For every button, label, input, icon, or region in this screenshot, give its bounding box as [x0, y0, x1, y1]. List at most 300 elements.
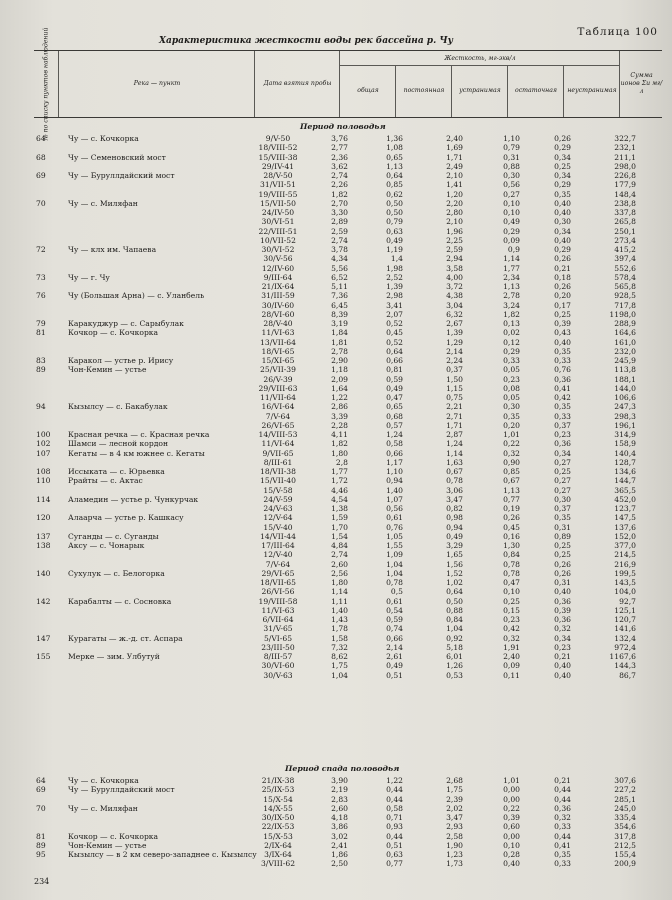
- hardness-total: 1,59: [331, 513, 348, 523]
- table-row: [0, 134, 672, 143]
- sample-date: 26/VI-56: [261, 587, 295, 597]
- hardness-removable: 5,18: [446, 642, 463, 652]
- hardness-nonremovable: 0,25: [554, 309, 571, 319]
- hardness-residual: 0,23: [503, 615, 520, 624]
- hardness-constant: 0,66: [386, 633, 403, 643]
- sample-date: 28/V-40: [263, 319, 293, 328]
- hardness-constant: 0,63: [386, 850, 403, 859]
- hardness-nonremovable: 0,37: [554, 420, 571, 430]
- hardness-nonremovable: 0,27: [554, 485, 571, 495]
- sample-date: 7/V-64: [265, 559, 291, 569]
- hardness-residual: 0,35: [503, 411, 520, 421]
- hardness-total: 2,41: [331, 840, 348, 850]
- hardness-residual: 0,33: [503, 356, 520, 365]
- page-number: 234: [34, 877, 50, 886]
- station-number: 140: [36, 568, 51, 578]
- river-point: Кызылсу — в 2 км северо-западнее с. Кызылсу: [68, 850, 257, 859]
- hardness-removable: 4,38: [446, 291, 463, 301]
- table-row: [0, 532, 672, 541]
- hardness-residual: 0,49: [503, 217, 520, 227]
- hardness-constant: 0,58: [386, 803, 403, 813]
- sample-date: 30/VI-60: [261, 661, 295, 671]
- hardness-nonremovable: 0,41: [554, 840, 571, 850]
- hardness-constant: 2,14: [386, 642, 403, 652]
- ion-sum: 397,4: [614, 254, 636, 264]
- hardness-nonremovable: 0,35: [554, 346, 571, 356]
- table-row: [0, 822, 672, 831]
- table-row: [0, 319, 672, 328]
- sample-date: 14/VII-44: [260, 531, 296, 541]
- section-title: Период половодья: [300, 122, 386, 131]
- ion-sum: 214,5: [614, 550, 636, 560]
- hardness-nonremovable: 0,44: [554, 831, 571, 841]
- sample-date: 21/IX-38: [261, 776, 295, 785]
- ion-sum: 106,6: [614, 393, 636, 402]
- station-number: 69: [36, 785, 46, 795]
- hardness-removable: 2,02: [446, 803, 463, 813]
- ion-sum: 317,8: [614, 831, 636, 841]
- hardness-removable: 2,25: [446, 235, 463, 245]
- table-row: [0, 813, 672, 822]
- sample-date: 30/VI-52: [261, 245, 295, 254]
- hardness-residual: 0,30: [503, 402, 520, 412]
- table-row: [0, 587, 672, 596]
- hardness-residual: 0,00: [503, 794, 520, 804]
- hardness-constant: 0,5: [390, 587, 403, 597]
- hardness-removable: 1,65: [446, 550, 463, 560]
- ion-sum: 134,6: [614, 467, 636, 476]
- table-row: [0, 495, 672, 504]
- station-number: 102: [36, 439, 51, 449]
- hardness-constant: 1,24: [386, 430, 403, 439]
- hardness-total: 3,39: [331, 411, 348, 421]
- table-row: [0, 412, 672, 421]
- hardness-nonremovable: 0,42: [554, 393, 571, 402]
- station-number: 64: [36, 776, 46, 785]
- hardness-nonremovable: 0,36: [554, 374, 571, 384]
- table-row: [0, 795, 672, 804]
- sample-date: 12/IV-60: [261, 263, 295, 273]
- hardness-constant: 0,44: [386, 794, 403, 804]
- hardness-nonremovable: 0,21: [554, 776, 571, 785]
- ion-sum: 143,5: [614, 578, 636, 587]
- sample-date: 6/VII-64: [262, 615, 294, 624]
- table-row: [0, 208, 672, 217]
- ion-sum: 141,6: [614, 624, 636, 634]
- hardness-constant: 1,04: [386, 568, 403, 578]
- hardness-constant: 0,59: [386, 615, 403, 624]
- table-row: [0, 804, 672, 813]
- table-row: [0, 550, 672, 559]
- hardness-constant: 0,65: [386, 402, 403, 412]
- hardness-constant: 0,76: [386, 522, 403, 532]
- hardness-total: 2,77: [331, 143, 348, 153]
- ion-sum: 177,9: [614, 180, 636, 190]
- sample-date: 14/VIII-53: [258, 430, 298, 439]
- hardness-constant: 0,56: [386, 504, 403, 513]
- hardness-nonremovable: 0,30: [554, 494, 571, 504]
- table-row: [0, 393, 672, 402]
- ion-sum: 972,4: [614, 642, 636, 652]
- hardness-total: 2,74: [331, 235, 348, 245]
- hardness-nonremovable: 0,23: [554, 642, 571, 652]
- sample-date: 12/V-40: [263, 550, 293, 560]
- sample-date: 15/X-54: [263, 794, 293, 804]
- hardness-constant: 1,05: [386, 531, 403, 541]
- hardness-residual: 0,05: [503, 365, 520, 375]
- river-point: Кочкор — с. Кочкорка: [68, 328, 159, 338]
- ion-sum: 216,9: [614, 559, 636, 569]
- ion-sum: 161,0: [614, 337, 636, 347]
- hardness-total: 3,30: [331, 208, 348, 217]
- hardness-residual: 0,67: [503, 476, 520, 486]
- hardness-constant: 0,47: [386, 393, 403, 402]
- ion-sum: 227,2: [614, 785, 636, 795]
- table-row: [0, 236, 672, 245]
- station-number: 68: [36, 152, 46, 162]
- hardness-constant: 0,59: [386, 374, 403, 384]
- hardness-nonremovable: 0,27: [554, 457, 571, 467]
- sample-date: 31/VII-51: [260, 180, 296, 190]
- hardness-constant: 0,45: [386, 328, 403, 338]
- hardness-total: 1,40: [331, 605, 348, 615]
- sample-date: 11/VII-64: [260, 393, 296, 402]
- hardness-residual: 0,25: [503, 596, 520, 606]
- hardness-nonremovable: 0,20: [554, 291, 571, 301]
- hardness-residual: 0,45: [503, 522, 520, 532]
- station-number: 147: [36, 633, 51, 643]
- hardness-total: 1,86: [331, 850, 348, 859]
- hardness-residual: 1,91: [503, 642, 520, 652]
- ion-sum: 158,9: [614, 439, 636, 449]
- hardness-nonremovable: 0,30: [554, 217, 571, 227]
- hardness-residual: 0,39: [503, 813, 520, 822]
- hardness-constant: 1,40: [386, 485, 403, 495]
- hardness-removable: 0,64: [446, 587, 463, 597]
- hardness-total: 1,80: [331, 578, 348, 587]
- hardness-constant: 1,36: [386, 134, 403, 143]
- hardness-constant: 1,22: [386, 776, 403, 785]
- header-nonremovable: неустранимая: [563, 65, 620, 117]
- river-point: Чу — с. Миляфан: [68, 198, 138, 208]
- hardness-total: 2,09: [331, 374, 348, 384]
- hardness-total: 3,02: [331, 831, 348, 841]
- hardness-nonremovable: 0,27: [554, 476, 571, 486]
- ion-sum: 245,9: [614, 356, 636, 365]
- ion-sum: 285,1: [614, 794, 636, 804]
- sample-date: 11/VI-64: [261, 439, 295, 449]
- station-number: 137: [36, 531, 51, 541]
- hardness-constant: 0,61: [386, 596, 403, 606]
- hardness-residual: 1,30: [503, 541, 520, 550]
- ion-sum: 144,7: [614, 476, 636, 486]
- station-number: 79: [36, 319, 46, 328]
- table-row: [0, 624, 672, 633]
- table-row: [0, 273, 672, 282]
- hardness-total: 2,26: [331, 180, 348, 190]
- hardness-residual: 2,78: [503, 291, 520, 301]
- hardness-nonremovable: 0,25: [554, 161, 571, 171]
- hardness-nonremovable: 0,40: [554, 670, 571, 680]
- table-row: [0, 328, 672, 337]
- hardness-removable: 3,72: [446, 282, 463, 291]
- table-row: [0, 671, 672, 680]
- hardness-total: 2,83: [331, 794, 348, 804]
- header-total: общая: [339, 65, 396, 117]
- hardness-total: 2,78: [331, 346, 348, 356]
- hardness-removable: 2,24: [446, 356, 463, 365]
- hardness-total: 4,11: [331, 430, 348, 439]
- hardness-residual: 0,42: [503, 624, 520, 634]
- ion-sum: 314,9: [614, 430, 636, 439]
- hardness-residual: 0,00: [503, 831, 520, 841]
- hardness-constant: 0,79: [386, 217, 403, 227]
- hardness-nonremovable: 0,40: [554, 198, 571, 208]
- hardness-total: 1,64: [331, 383, 348, 393]
- hardness-residual: 0,22: [503, 803, 520, 813]
- table-row: [0, 356, 672, 365]
- hardness-nonremovable: 0,26: [554, 134, 571, 143]
- hardness-residual: 0,02: [503, 328, 520, 338]
- hardness-total: 5,56: [331, 263, 348, 273]
- sample-date: 26/VI-65: [261, 420, 295, 430]
- hardness-removable: 2,10: [446, 171, 463, 180]
- hardness-constant: 0,77: [386, 859, 403, 869]
- hardness-nonremovable: 0,23: [554, 430, 571, 439]
- ion-sum: 152,0: [614, 531, 636, 541]
- section-title: Период спада половодья: [285, 764, 400, 773]
- hardness-nonremovable: 0,36: [554, 596, 571, 606]
- hardness-removable: 1,63: [446, 457, 463, 467]
- table-row: [0, 476, 672, 485]
- hardness-residual: 0,22: [503, 439, 520, 449]
- hardness-nonremovable: 0,43: [554, 328, 571, 338]
- table-row: [0, 227, 672, 236]
- hardness-nonremovable: 0,33: [554, 859, 571, 869]
- hardness-residual: 0,77: [503, 494, 520, 504]
- hardness-removable: 0,53: [446, 670, 463, 680]
- table-row: [0, 578, 672, 587]
- hardness-residual: 1,82: [503, 309, 520, 319]
- hardness-residual: 1,01: [503, 430, 520, 439]
- hardness-nonremovable: 0,36: [554, 615, 571, 624]
- hardness-removable: 6,01: [446, 652, 463, 661]
- hardness-constant: 1,10: [386, 467, 403, 476]
- hardness-constant: 0,63: [386, 226, 403, 236]
- hardness-removable: 2,14: [446, 346, 463, 356]
- sample-date: 15/V-58: [263, 485, 293, 495]
- hardness-removable: 1,14: [446, 448, 463, 458]
- hardness-nonremovable: 0,35: [554, 850, 571, 859]
- station-number: 89: [36, 840, 46, 850]
- hardness-removable: 1,26: [446, 661, 463, 671]
- table-row: [0, 541, 672, 550]
- hardness-residual: 0,09: [503, 661, 520, 671]
- hardness-constant: 0,57: [386, 420, 403, 430]
- hardness-constant: 2,61: [386, 652, 403, 661]
- sample-date: 29/VI-65: [261, 568, 295, 578]
- table-row: [0, 661, 672, 670]
- hardness-removable: 3,47: [446, 813, 463, 822]
- hardness-removable: 1,29: [446, 337, 463, 347]
- table-row: [0, 615, 672, 624]
- sample-date: 9/III-64: [263, 272, 293, 282]
- sample-date: 30/V-63: [263, 670, 293, 680]
- hardness-residual: 0,31: [503, 152, 520, 162]
- ion-sum: 104,0: [614, 587, 636, 597]
- hardness-total: 2,8: [335, 457, 348, 467]
- hardness-constant: 1,09: [386, 550, 403, 560]
- hardness-total: 4,84: [331, 541, 348, 550]
- hardness-residual: 0,15: [503, 605, 520, 615]
- sample-date: 2/IX-64: [264, 840, 292, 850]
- table-row: [0, 785, 672, 794]
- hardness-total: 4,54: [331, 494, 348, 504]
- hardness-removable: 4,00: [446, 272, 463, 282]
- table-row: [0, 652, 672, 661]
- hardness-removable: 1,02: [446, 578, 463, 587]
- hardness-removable: 3,47: [446, 494, 463, 504]
- hardness-removable: 1,56: [446, 559, 463, 569]
- ion-sum: 144,3: [614, 661, 636, 671]
- hardness-nonremovable: 0,41: [554, 383, 571, 393]
- sample-date: 17/III-64: [261, 541, 295, 550]
- hardness-total: 3,76: [331, 134, 348, 143]
- sample-date: 24/V-63: [263, 504, 293, 513]
- hardness-removable: 0,37: [446, 365, 463, 375]
- sample-date: 21/IX-64: [261, 282, 295, 291]
- station-number: 81: [36, 831, 46, 841]
- sample-date: 25/VII-39: [260, 365, 296, 375]
- hardness-constant: 2,07: [386, 309, 403, 319]
- hardness-total: 1,04: [331, 670, 348, 680]
- hardness-total: 1,77: [331, 467, 348, 476]
- sample-date: 3/IX-64: [264, 850, 292, 859]
- sample-date: 13/VII-64: [260, 337, 296, 347]
- hardness-constant: 1,39: [386, 282, 403, 291]
- hardness-constant: 1,19: [386, 245, 403, 254]
- hardness-nonremovable: 0,39: [554, 319, 571, 328]
- hardness-residual: 0,10: [503, 587, 520, 597]
- hardness-residual: 2,34: [503, 272, 520, 282]
- hardness-total: 2,90: [331, 356, 348, 365]
- hardness-constant: 0,64: [386, 171, 403, 180]
- table-row: [0, 199, 672, 208]
- hardness-removable: 6,32: [446, 309, 463, 319]
- hardness-residual: 0,09: [503, 235, 520, 245]
- table-row: [0, 523, 672, 532]
- sample-date: 15/X-53: [263, 831, 293, 841]
- ion-sum: 354,6: [614, 822, 636, 832]
- hardness-total: 2,28: [331, 420, 348, 430]
- table-row: [0, 180, 672, 189]
- station-number: 138: [36, 541, 51, 550]
- table-row: [0, 365, 672, 374]
- ion-sum: 298,0: [614, 161, 636, 171]
- sample-date: 30/IX-50: [261, 813, 295, 822]
- river-point: Чон-Кемин — устье: [68, 365, 147, 375]
- station-number: 81: [36, 328, 46, 338]
- sample-date: 8/III-57: [263, 652, 293, 661]
- table-row: [0, 458, 672, 467]
- sample-date: 10/VII-52: [260, 235, 296, 245]
- station-number: 107: [36, 448, 51, 458]
- river-point: Чу — с. Миляфан: [68, 803, 138, 813]
- hardness-constant: 0,62: [386, 189, 403, 199]
- table-row: [0, 245, 672, 254]
- hardness-nonremovable: 0,31: [554, 522, 571, 532]
- ion-sum: 232,0: [614, 346, 636, 356]
- hardness-removable: 0,88: [446, 605, 463, 615]
- river-point: Курагаты — ж.-д. ст. Аспара: [68, 633, 183, 643]
- hardness-removable: 1,71: [446, 420, 463, 430]
- hardness-nonremovable: 0,33: [554, 356, 571, 365]
- hardness-removable: 3,58: [446, 263, 463, 273]
- table-row: [0, 264, 672, 273]
- hardness-removable: 1,41: [446, 180, 463, 190]
- hardness-removable: 1,23: [446, 850, 463, 859]
- river-point: Чу — клх им. Чапаева: [68, 245, 157, 254]
- hardness-nonremovable: 0,21: [554, 652, 571, 661]
- hardness-total: 2,74: [331, 550, 348, 560]
- hardness-constant: 0,74: [386, 624, 403, 634]
- hardness-nonremovable: 0,25: [554, 467, 571, 476]
- hardness-residual: 0,00: [503, 785, 520, 795]
- station-number: 70: [36, 198, 46, 208]
- hardness-total: 4,46: [331, 485, 348, 495]
- header-constant: постоянная: [395, 65, 452, 117]
- station-number: 64: [36, 134, 46, 143]
- hardness-total: 1,54: [331, 531, 348, 541]
- sample-date: 11/VI-63: [261, 605, 295, 615]
- hardness-residual: 0,27: [503, 189, 520, 199]
- table-row: [0, 643, 672, 652]
- sample-date: 14/X-55: [263, 803, 293, 813]
- table-row: [0, 153, 672, 162]
- table-row: [0, 143, 672, 152]
- hardness-removable: 2,58: [446, 831, 463, 841]
- hardness-removable: 2,49: [446, 161, 463, 171]
- table-row: [0, 217, 672, 226]
- hardness-total: 3,86: [331, 822, 348, 832]
- table-row: [0, 338, 672, 347]
- hardness-removable: 1,39: [446, 328, 463, 338]
- hardness-constant: 0,93: [386, 822, 403, 832]
- ion-sum: 232,1: [614, 143, 636, 153]
- ion-sum: 247,3: [614, 402, 636, 412]
- sample-date: 24/V-59: [263, 494, 293, 504]
- hardness-constant: 0,78: [386, 578, 403, 587]
- sample-date: 28/V-50: [263, 171, 293, 180]
- header-removable: устранимая: [451, 65, 508, 117]
- ion-sum: 199,5: [614, 568, 636, 578]
- station-number: 70: [36, 803, 46, 813]
- station-number: 72: [36, 245, 46, 254]
- hardness-removable: 3,29: [446, 541, 463, 550]
- table-row: [0, 569, 672, 578]
- table-row: [0, 859, 672, 868]
- river-point: Чу — с. Кочкорка: [68, 134, 139, 143]
- river-point: Аксу — с. Чонарык: [68, 541, 145, 550]
- station-number: 110: [36, 476, 51, 486]
- river-point: Шамси — лесной кордон: [68, 439, 169, 449]
- ion-sum: 245,0: [614, 803, 636, 813]
- hardness-removable: 2,80: [446, 208, 463, 217]
- hardness-constant: 0,44: [386, 831, 403, 841]
- sample-date: 25/IX-53: [261, 785, 295, 795]
- hardness-constant: 1,55: [386, 541, 403, 550]
- ion-sum: 452,0: [614, 494, 636, 504]
